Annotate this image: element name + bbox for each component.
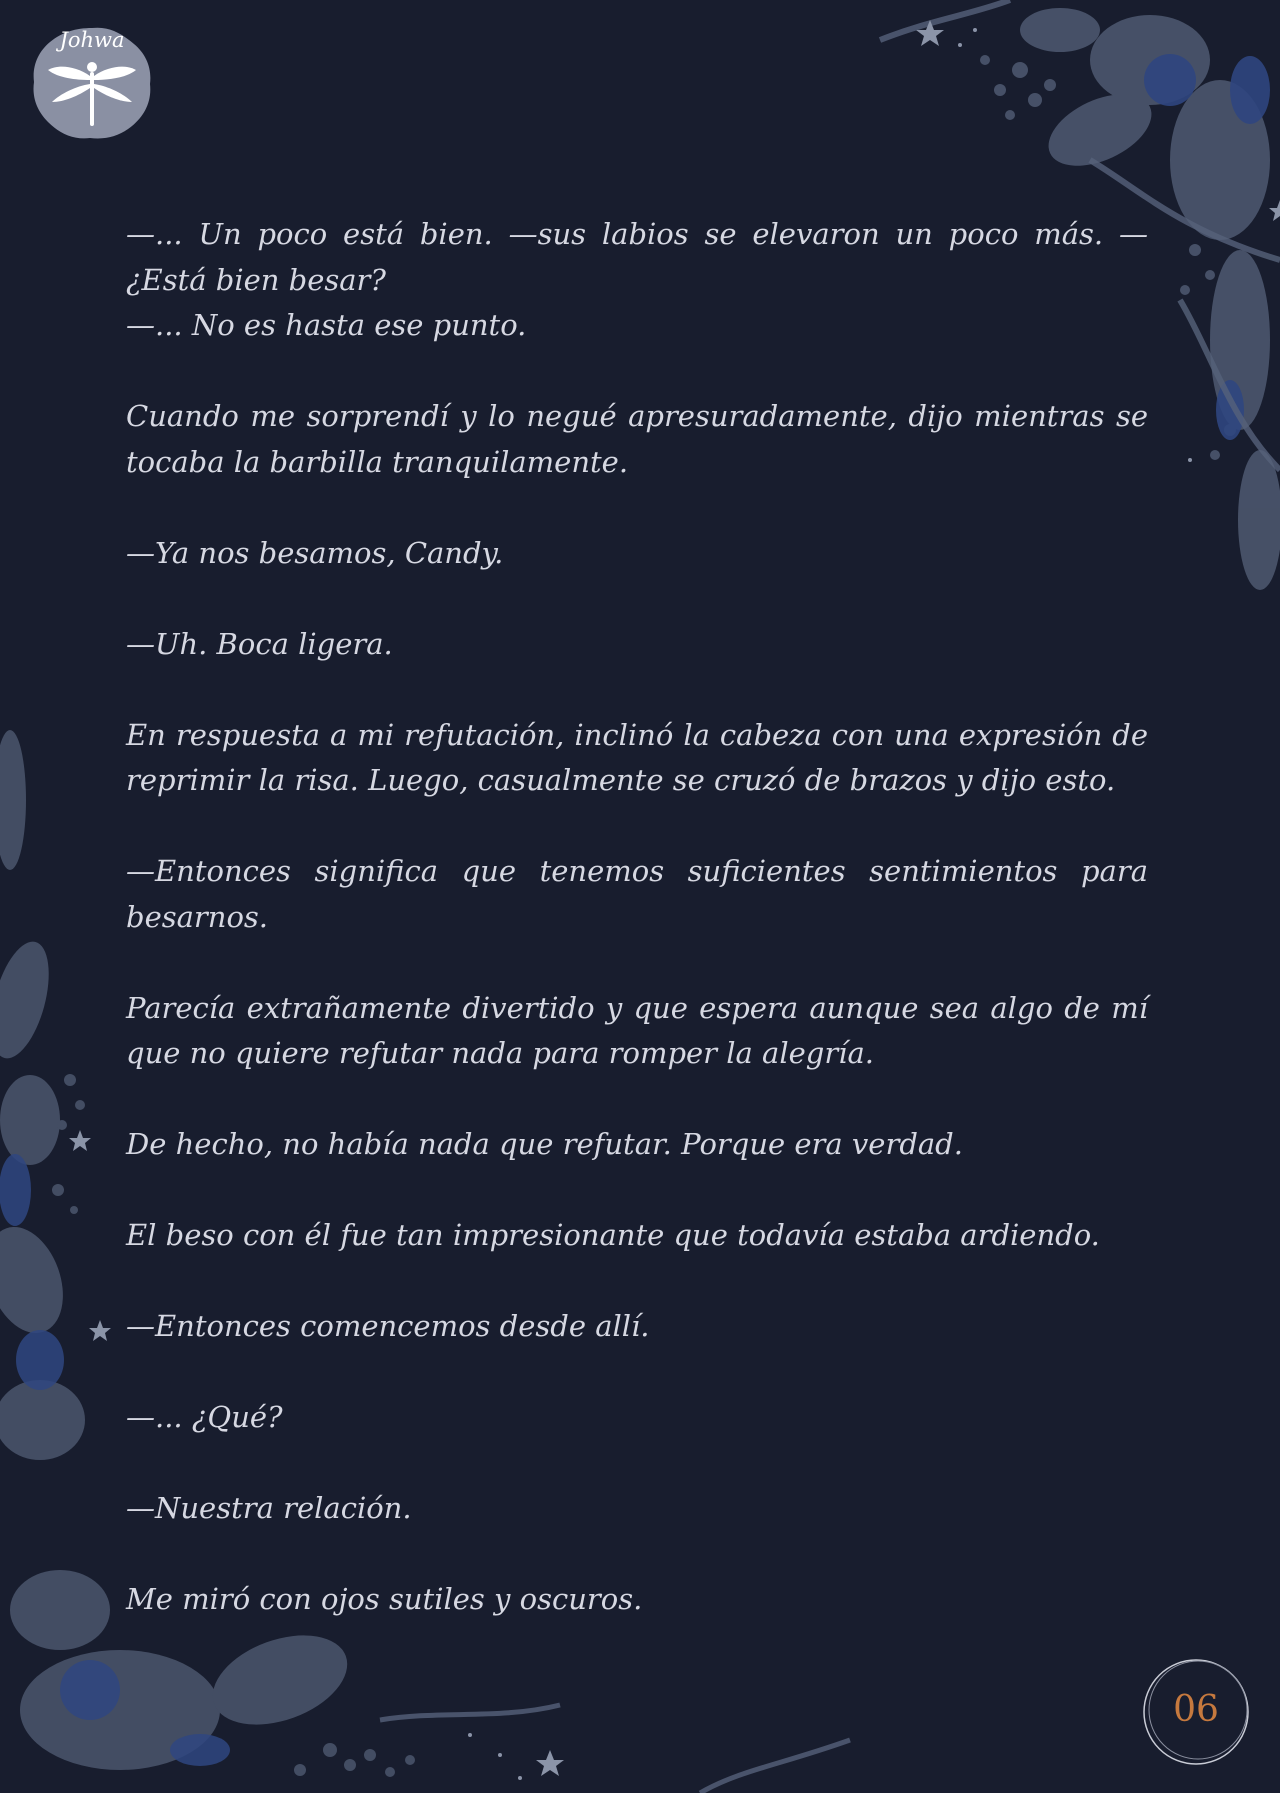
paragraph-10: —Entonces comencemos desde allí. bbox=[126, 1309, 650, 1343]
paragraph-9: El beso con él fue tan impresionante que todavía estaba ardiendo. bbox=[126, 1218, 1100, 1252]
dialogue-line: —... No es hasta ese punto. bbox=[126, 308, 527, 342]
paragraph-12: —Nuestra relación. bbox=[126, 1491, 412, 1525]
logo-text: Johwa bbox=[59, 28, 125, 52]
paragraph-2: Cuando me sorprendí y lo negué apresuradamente, dijo mientras se tocaba la barbilla tranquilamente. bbox=[126, 399, 1148, 479]
paragraph-4: —Uh. Boca ligera. bbox=[126, 626, 393, 661]
paragraph-11: —... ¿Qué? bbox=[126, 1400, 283, 1434]
paragraph-8: De hecho, no había nada que refutar. Porque era verdad. bbox=[126, 1127, 963, 1161]
dialogue-line: —... Un poco está bien. —sus labios se elevaron un poco más. —¿Está bien besar? bbox=[126, 217, 1148, 297]
floral-decoration-left bbox=[0, 720, 140, 1480]
paragraph-3: —Ya nos besamos, Candy. bbox=[126, 535, 504, 570]
paragraph-5: En respuesta a mi refutación, inclinó la cabeza con una expresión de reprimir la risa. Luego, casualmente se cruzó de brazos y dijo esto. bbox=[126, 717, 1148, 797]
publisher-logo bbox=[30, 24, 154, 142]
story-text bbox=[126, 212, 1148, 1668]
page-number bbox=[1139, 1655, 1253, 1769]
paragraph-7: Parecía extrañamente divertido y que espera aunque sea algo de mí que no quiere refutar nada para romper la alegría. bbox=[126, 990, 1148, 1070]
paragraph-1 bbox=[126, 212, 1148, 349]
page-number-text: 06 bbox=[1173, 1689, 1219, 1730]
paragraph-6: —Entonces significa que tenemos suficientes sentimientos para besarnos. bbox=[126, 854, 1148, 934]
dragonfly-icon bbox=[46, 58, 138, 128]
paragraph-13: Me miró con ojos sutiles y oscuros. bbox=[126, 1582, 643, 1616]
